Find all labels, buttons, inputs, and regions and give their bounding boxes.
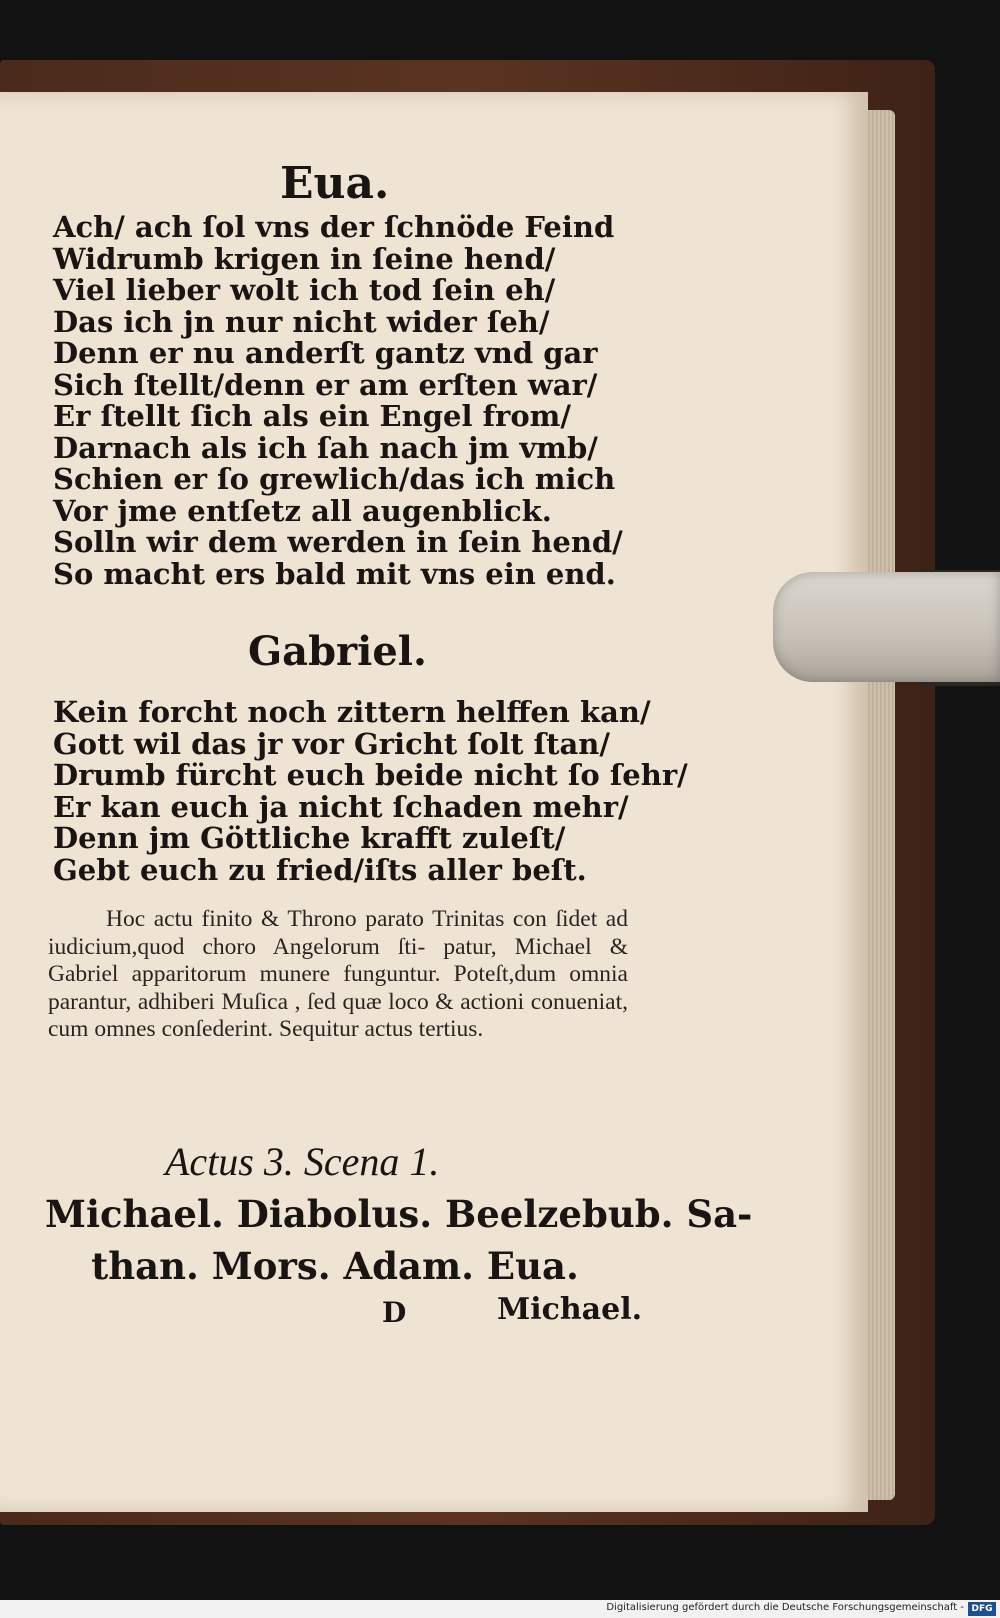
stage-direction — [48, 906, 628, 1044]
verse-line: Das ich jn nur nicht wider ſeh/ — [53, 304, 550, 339]
footer-credit: Digitalisierung gefördert durch die Deutsche Forschungsgemeinschaft - — [606, 1602, 964, 1613]
verse-line: Kein forcht noch zittern helffen kan/ — [53, 695, 651, 729]
verse-line: Solln wir dem werden in ſein hend/ — [53, 525, 623, 559]
verse-line: So macht ers bald mit vns ein end. — [53, 556, 616, 591]
catchword: Michael. — [497, 1292, 643, 1327]
verse-line: Drumb fürcht euch beide nicht ſo ſehr/ — [53, 758, 688, 792]
verse-line: Darnach als ich ſah nach jm vmb/ — [53, 430, 598, 465]
verse-line: Denn er nu anderſt gantz vnd gar — [53, 336, 598, 370]
verse-line: Viel lieber wolt ich tod ſein eh/ — [53, 273, 556, 307]
verse-line: Ach/ ach ſol vns der ſchnöde Feind — [53, 210, 615, 244]
cast-list-line-2: than. Mors. Adam. Eua. — [91, 1244, 579, 1288]
speaker-gabriel: Gabriel. — [248, 628, 427, 675]
verse-line: Schien er ſo grewlich/das ich mich — [53, 462, 616, 496]
act-scene-heading: Actus 3. Scena 1. — [165, 1139, 440, 1184]
verse-line: Gott wil das jr vor Gricht ſolt ſtan/ — [53, 726, 610, 761]
verse-line: Denn jm Göttliche krafft zuleſt/ — [53, 821, 566, 855]
verse-line: Widrumb krigen in ſeine hend/ — [53, 241, 556, 276]
dfg-logo: DFG — [968, 1602, 996, 1616]
gabriel-verse — [53, 697, 688, 886]
eva-verse — [53, 212, 623, 590]
speaker-eva: Eua. — [280, 158, 390, 209]
verse-line: Gebt euch zu fried/iſts aller beſt. — [53, 852, 587, 887]
verse-line: Vor jme entſetz all augenblick. — [53, 493, 552, 528]
signature-mark: D — [382, 1296, 407, 1329]
stage-direction-text: Hoc actu finito & Throno parato Trinitas con ſidet ad iudicium,quod choro Angelorum ſti- patur, Michael & Gabriel apparitorum munere funguntur. Poteſt,dum omnia parantur, adhiberi Muſica , ſed quæ loco & actioni conueniat, cum omnes conſederint. Sequitur actus tertius. — [48, 906, 628, 1042]
cast-list-line-1: Michael. Diabolus. Beelzebub. Sa- — [45, 1192, 753, 1236]
verse-line: Er kan euch ja nicht ſchaden mehr/ — [53, 789, 629, 824]
verse-line: Sich ſtellt/denn er am erſten war/ — [53, 367, 598, 402]
verse-line: Er ſtellt ſich als ein Engel from/ — [53, 399, 571, 433]
